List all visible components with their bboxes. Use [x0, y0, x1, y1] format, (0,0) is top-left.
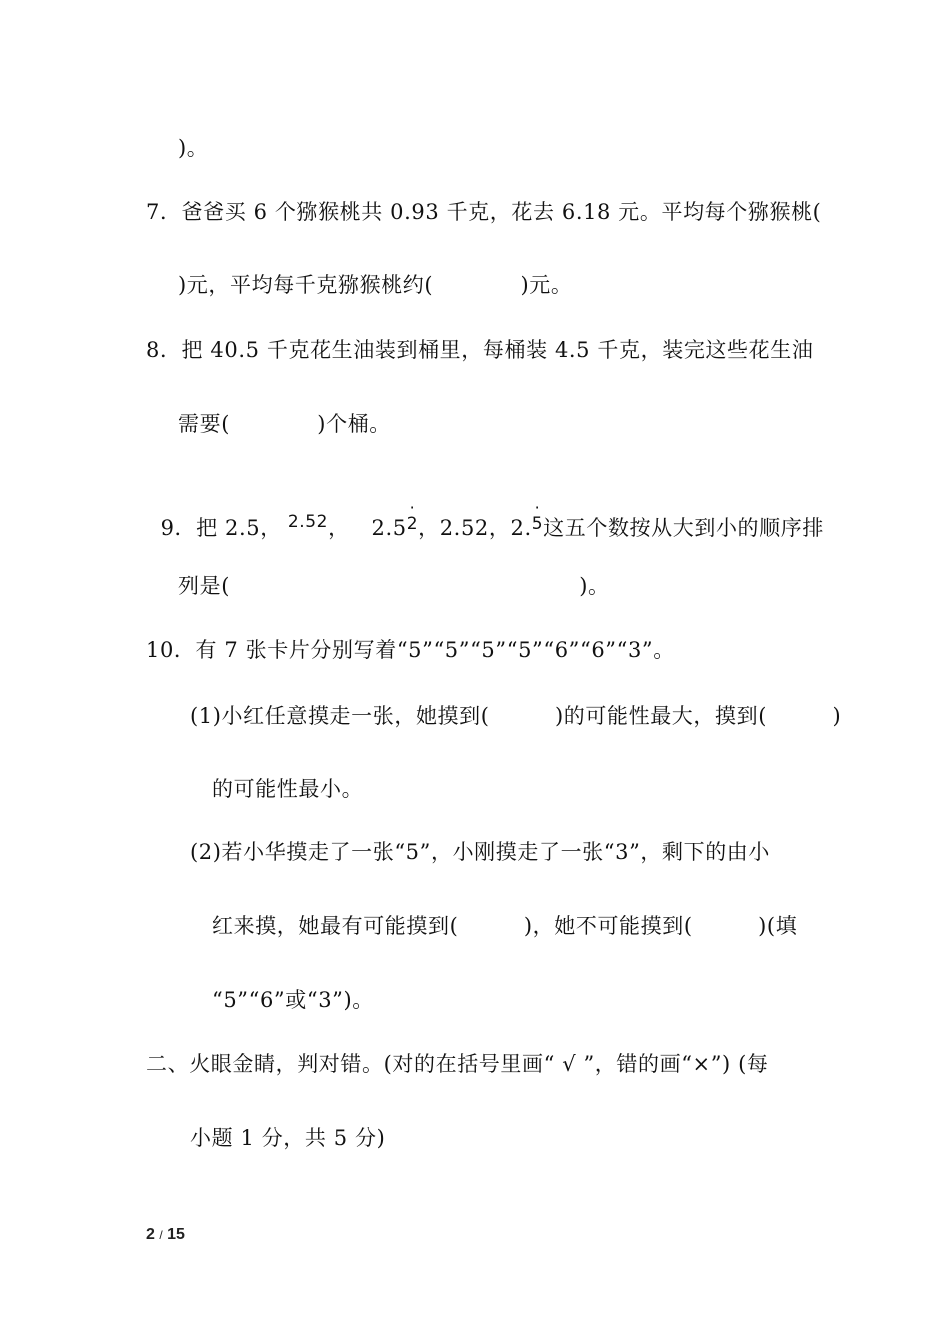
question-10-1-line-2: 的可能性最小。 [212, 777, 364, 801]
repeating-decimal-5: · 5 [532, 510, 543, 538]
question-10-2-line-3: “5”“6”或“3”)。 [212, 988, 374, 1012]
question-8-line-1: 8．把 40.5 千克花生油装到桶里，每桶装 4.5 千克，装完这些花生油 [146, 338, 814, 362]
section-2-heading-line-2: 小题 1 分，共 5 分) [190, 1126, 386, 1150]
question-10-2-line-2: 红来摸，她最有可能摸到( )，她不可能摸到( )(填 [212, 914, 798, 938]
question-9-line-1 [146, 486, 824, 544]
q9-prefix: 9．把 2.5， [160, 516, 282, 540]
repeating-decimal-2 [282, 512, 328, 532]
question-10-2-line-1: (2)若小华摸走了一张“5”，小刚摸走了一张“3”，剩下的由小 [190, 840, 771, 864]
question-8-line-2: 需要( )个桶。 [178, 412, 391, 436]
question-7-line-1: 7．爸爸买 6 个猕猴桃共 0.93 千克，花去 6.18 元。平均每个猕猴桃( [146, 200, 822, 224]
repeating-decimal-3: · 2 [407, 510, 418, 538]
q9-sep1: ， 2.5 [328, 516, 407, 540]
q9-mid: ，2.52，2. [418, 516, 532, 540]
section-2-heading-line-1: 二、火眼金睛，判对错。(对的在括号里画“ √ ”，错的画“×”) (每 [146, 1052, 769, 1076]
question-9-line-2: 列是( )。 [178, 574, 610, 598]
question-10-line: 10．有 7 张卡片分别写着“5”“5”“5”“5”“6”“6”“3”。 [146, 638, 675, 662]
question-10-1-line-1: (1)小红任意摸走一张，她摸到( )的可能性最大，摸到( ) [190, 704, 842, 728]
q9-suffix: 这五个数按从大到小的顺序排 [543, 516, 824, 540]
page-total: 15 [167, 1226, 185, 1243]
question-7-line-2: )元，平均每千克猕猴桃约( )元。 [178, 273, 573, 297]
repeating-decimal-2-text: 2.52 [287, 512, 329, 532]
continuation-line: )。 [178, 136, 209, 160]
page-number [146, 1226, 185, 1244]
page-current: 2 [146, 1226, 155, 1243]
page-separator: / [159, 1228, 163, 1242]
